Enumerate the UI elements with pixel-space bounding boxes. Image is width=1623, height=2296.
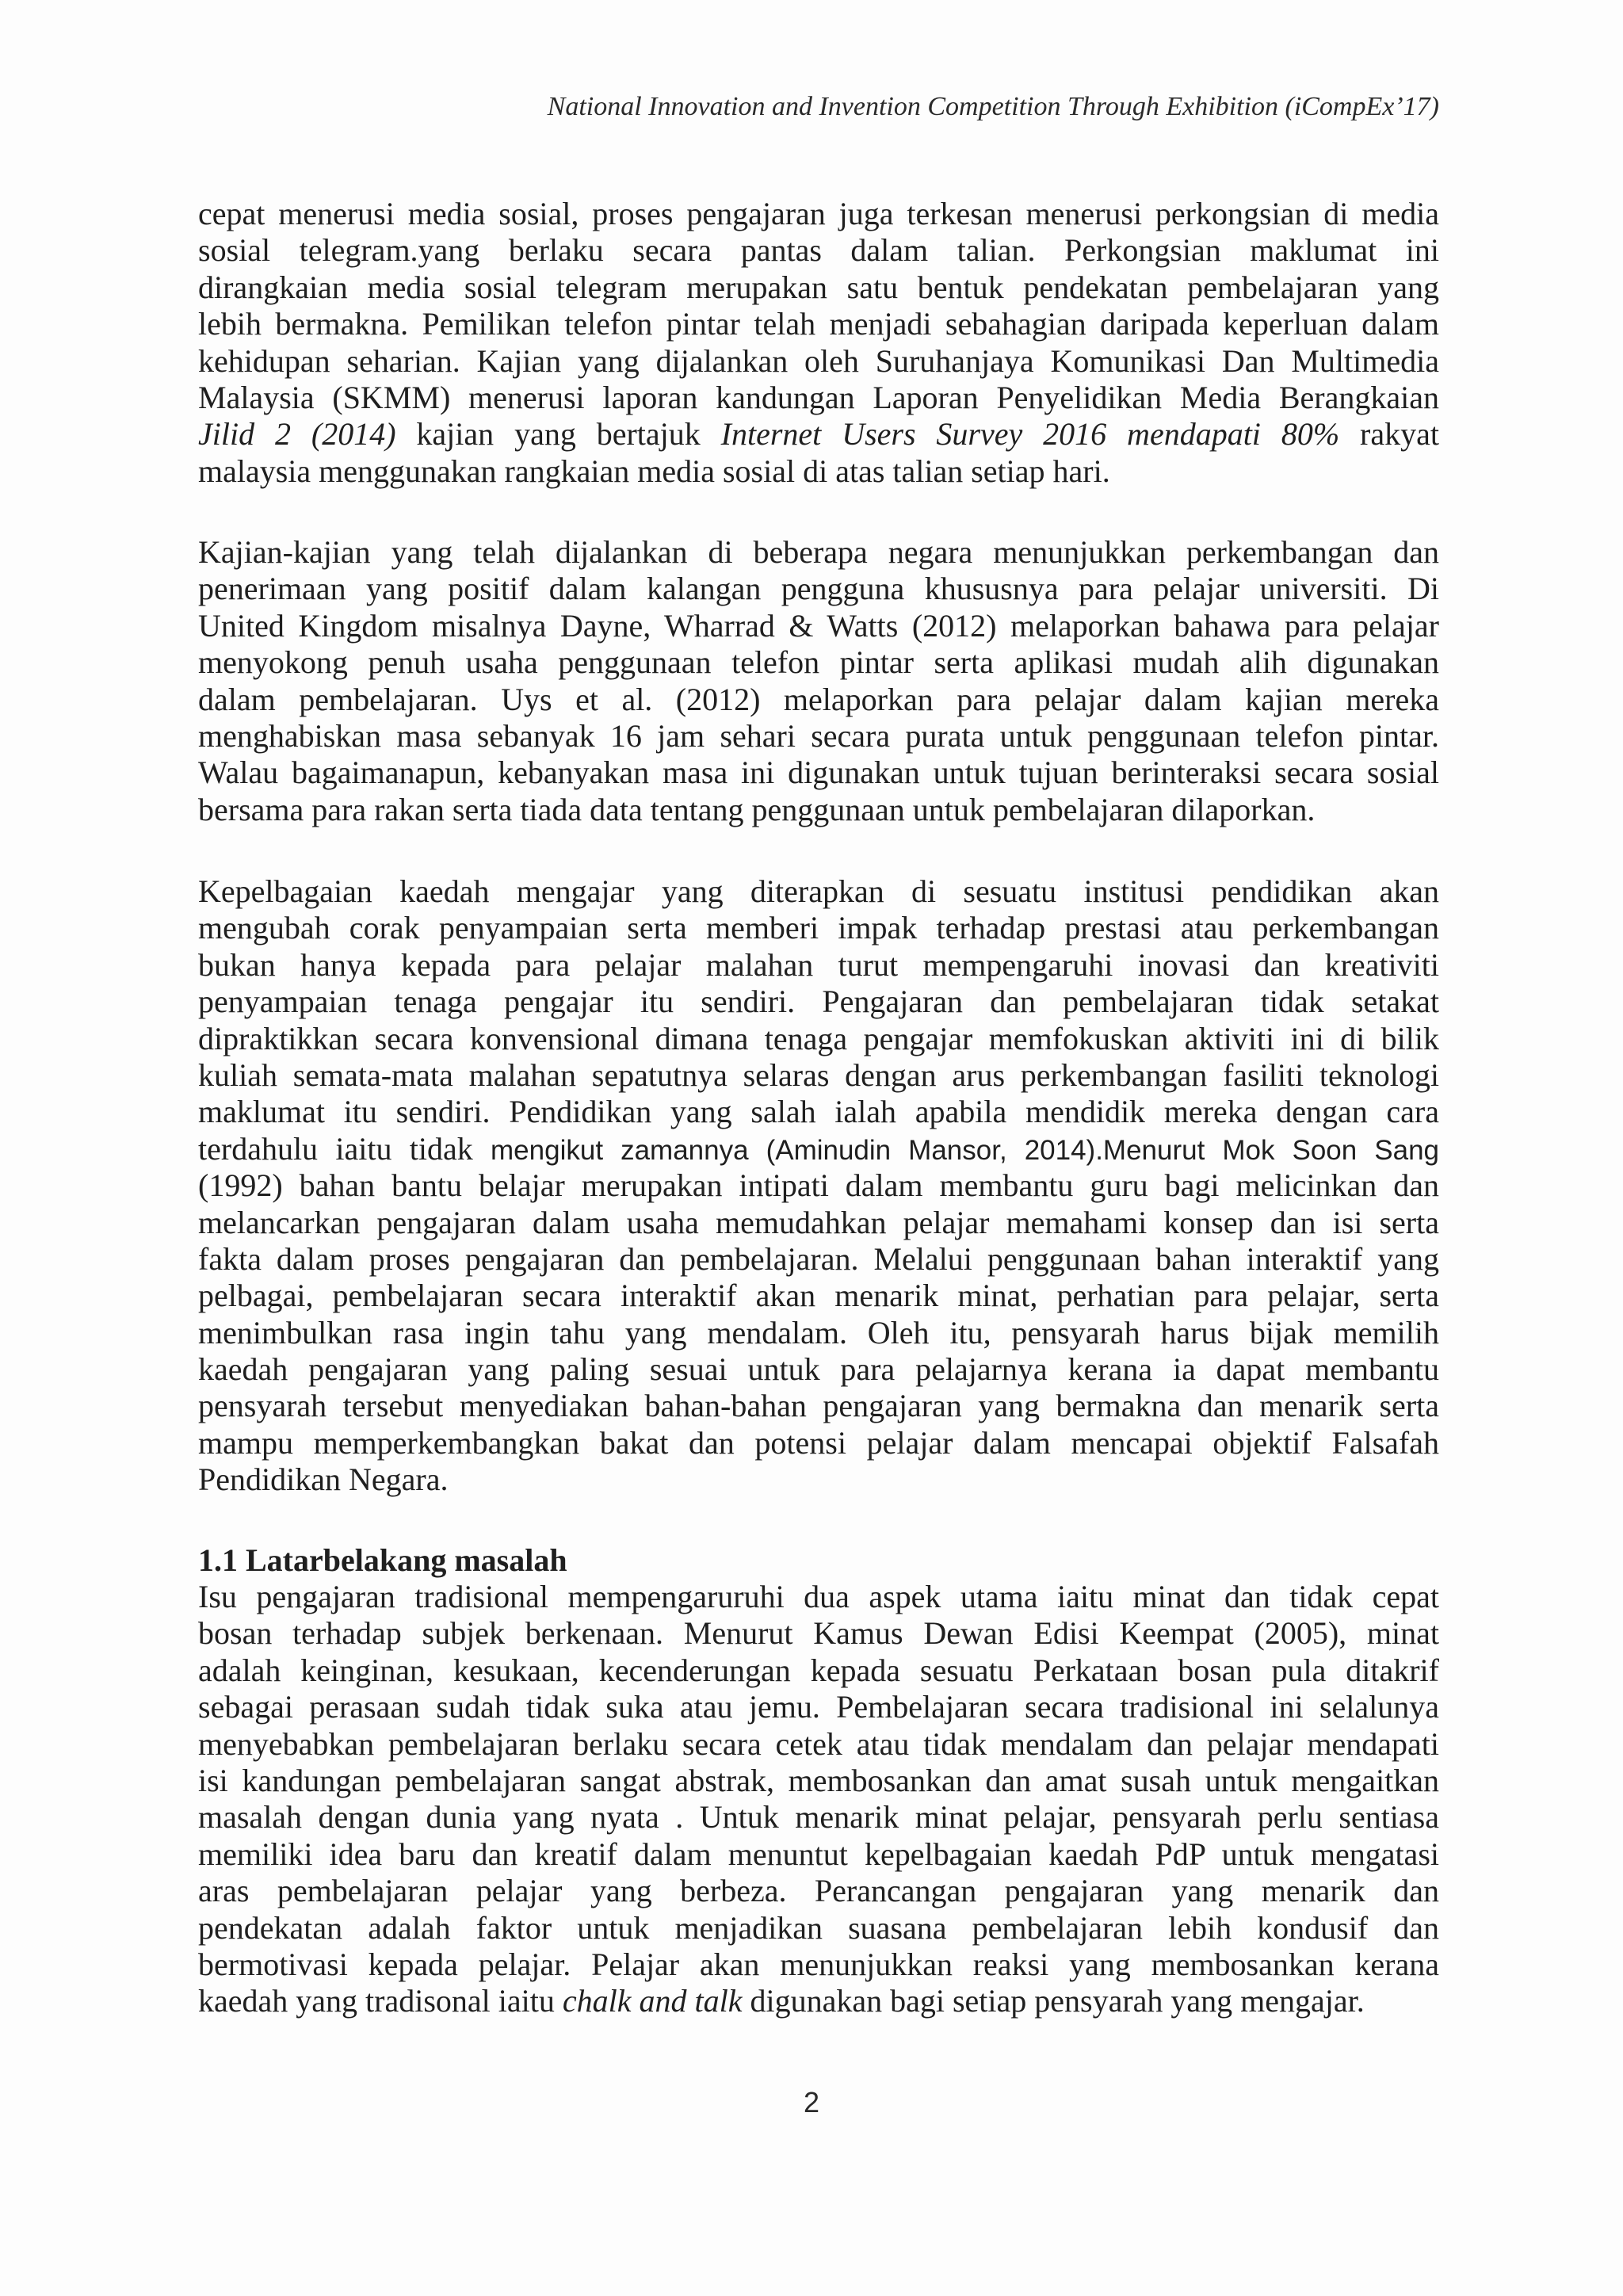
page-number: 2 [803, 2086, 820, 2118]
text-line: lebih bermakna. Pemilikan telefon pintar telah menjadi sebahagian daripada keperluan dalam [198, 306, 1439, 342]
text-line: bukan hanya kepada para pelajar malahan turut mempengaruhi inovasi dan kreativiti [198, 946, 1439, 983]
text-line: isi kandungan pembelajaran sangat abstrak, membosankan dan amat susah untuk mengaitkan [198, 1762, 1439, 1798]
italic-text: Internet Users Survey 2016 mendapati 80% [720, 416, 1340, 453]
italic-text: Jilid 2 (2014) [198, 416, 396, 453]
text-line [198, 1131, 1439, 1167]
text-line: menghabiskan masa sebanyak 16 jam sehari secara purata untuk penggunaan telefon pintar. [198, 717, 1439, 754]
text-line: (1992) bahan bantu belajar merupakan intipati dalam membantu guru bagi melicinkan dan [198, 1167, 1439, 1204]
text-line: United Kingdom misalnya Dayne, Wharrad & Watts (2012) melaporkan bahawa para pelajar [198, 607, 1439, 644]
text-line: bosan terhadap subjek berkenaan. Menurut Kamus Dewan Edisi Keempat (2005), minat [198, 1615, 1439, 1652]
text-line: dalam pembelajaran. Uys et al. (2012) melaporkan para pelajar dalam kajian mereka [198, 681, 1439, 717]
text-line: Malaysia (SKMM) menerusi laporan kandungan Laporan Penyelidikan Media Berangkaian [198, 379, 1439, 415]
text-line: pensyarah tersebut menyediakan bahan-bahan pengajaran yang bermakna dan menarik serta [198, 1388, 1439, 1424]
text-line: pelbagai, pembelajaran secara interaktif akan menarik minat, perhatian para pelajar, serta [198, 1278, 1439, 1314]
text-line: menyebabkan pembelajaran berlaku secara cetek atau tidak mendalam dan pelajar mendapati [198, 1725, 1439, 1762]
text-line: Isu pengajaran tradisional mempengaruruhi dua aspek utama iaitu minat dan tidak cepat [198, 1579, 1439, 1614]
paragraph [198, 534, 1439, 828]
text-line: memiliki idea baru dan kreatif dalam menuntut kepelbagaian kaedah PdP untuk mengatasi [198, 1836, 1439, 1872]
text-line: cepat menerusi media sosial, proses pengajaran juga terkesan menerusi perkongsian di media [198, 196, 1439, 231]
paragraph [198, 196, 1439, 490]
italic-text: chalk and talk [562, 1983, 743, 2019]
text-line: bersama para rakan serta tiada data tentang penggunaan untuk pembelajaran dilaporkan. [198, 791, 1316, 827]
text-line: fakta dalam proses pengajaran dan pembelajaran. Melalui penggunaan bahan interaktif yang [198, 1240, 1439, 1277]
text-line: maklumat itu sendiri. Pendidikan yang salah ialah apabila mendidik mereka dengan cara [198, 1094, 1439, 1130]
text-span: kajian yang bertajuk [395, 416, 721, 453]
text-line [198, 1983, 1439, 2019]
text-line: dipraktikkan secara konvensional dimana tenaga pengajar memfokuskan aktiviti ini di bilik [198, 1020, 1439, 1056]
text-line: Kepelbagaian kaedah mengajar yang diterapkan di sesuatu institusi pendidikan akan [198, 873, 1439, 909]
text-line: kuliah semata-mata malahan sepatutnya selaras dengan arus perkembangan fasiliti teknologi [198, 1056, 1439, 1093]
text-line: bermotivasi kepada pelajar. Pelajar akan menunjukkan reaksi yang membosankan kerana [198, 1946, 1439, 1982]
running-header: National Innovation and Invention Competition Through Exhibition (iCompEx’17) [547, 92, 1439, 121]
text-line: Walau bagaimanapun, kebanyakan masa ini digunakan untuk tujuan berinteraksi secara sosial [198, 755, 1439, 791]
text-line: penyampaian tenaga pengajar itu sendiri. Pengajaran dan pembelajaran tidak setakat [198, 984, 1439, 1020]
text-line: melancarkan pengajaran dalam usaha memudahkan pelajar memahami konsep dan isi serta [198, 1204, 1439, 1240]
text-line [198, 416, 1439, 453]
text-line: penerimaan yang positif dalam kalangan pengguna khususnya para pelajar universiti. Di [198, 571, 1439, 607]
text-line: mampu memperkembangkan bakat dan potensi pelajar dalam mencapai objektif Falsafah [198, 1424, 1439, 1461]
text-line: Pendidikan Negara. [198, 1461, 449, 1498]
text-line: adalah keinginan, kesukaan, kecenderungan kepada sesuatu Perkataan bosan pula ditakrif [198, 1652, 1439, 1688]
paragraph [198, 1579, 1439, 2020]
text-line: kaedah pengajaran yang paling sesuai untuk para pelajarnya kerana ia dapat membantu [198, 1351, 1439, 1388]
text-line: dirangkaian media sosial telegram merupakan satu bentuk pendekatan pembelajaran yang [198, 269, 1439, 305]
text-line: malaysia menggunakan rangkaian media sosial di atas talian setiap hari. [198, 453, 1110, 489]
paragraph [198, 873, 1439, 1499]
text-line: Kajian-kajian yang telah dijalankan di beberapa negara menunjukkan perkembangan dan [198, 534, 1439, 570]
text-line: sebagai perasaan sudah tidak suka atau jemu. Pembelajaran secara tradisional ini selalunya [198, 1689, 1439, 1725]
text-line: kehidupan seharian. Kajian yang dijalankan oleh Suruhanjaya Komunikasi Dan Multimedia [198, 342, 1439, 379]
text-line: sosial telegram.yang berlaku secara pantas dalam talian. Perkongsian maklumat ini [198, 232, 1439, 269]
text-line: mengubah corak penyampaian serta memberi impak terhadap prestasi atau perkembangan [198, 910, 1439, 946]
citation-text: mengikut zamannya (Aminudin Mansor, 2014).Menurut Mok Soon Sang [491, 1134, 1439, 1166]
text-line: masalah dengan dunia yang nyata . Untuk menarik minat pelajar, pensyarah perlu sentiasa [198, 1799, 1439, 1836]
text-span: terdahulu iaitu tidak [198, 1130, 491, 1167]
text-line: pendekatan adalah faktor untuk menjadikan suasana pembelajaran lebih kondusif dan [198, 1909, 1439, 1946]
text-span: rakyat [1339, 416, 1439, 453]
text-line: menimbulkan rasa ingin tahu yang mendalam. Oleh itu, pensyarah harus bijak memilih [198, 1314, 1439, 1350]
section-heading: 1.1 Latarbelakang masalah [198, 1542, 567, 1578]
text-span: digunakan bagi setiap pensyarah yang mengajar. [742, 1983, 1365, 2019]
text-line: aras pembelajaran pelajar yang berbeza. Perancangan pengajaran yang menarik dan [198, 1873, 1439, 1909]
text-line: menyokong penuh usaha penggunaan telefon pintar serta aplikasi mudah alih digunakan [198, 644, 1439, 681]
text-span: kaedah yang tradisonal iaitu [198, 1983, 563, 2019]
